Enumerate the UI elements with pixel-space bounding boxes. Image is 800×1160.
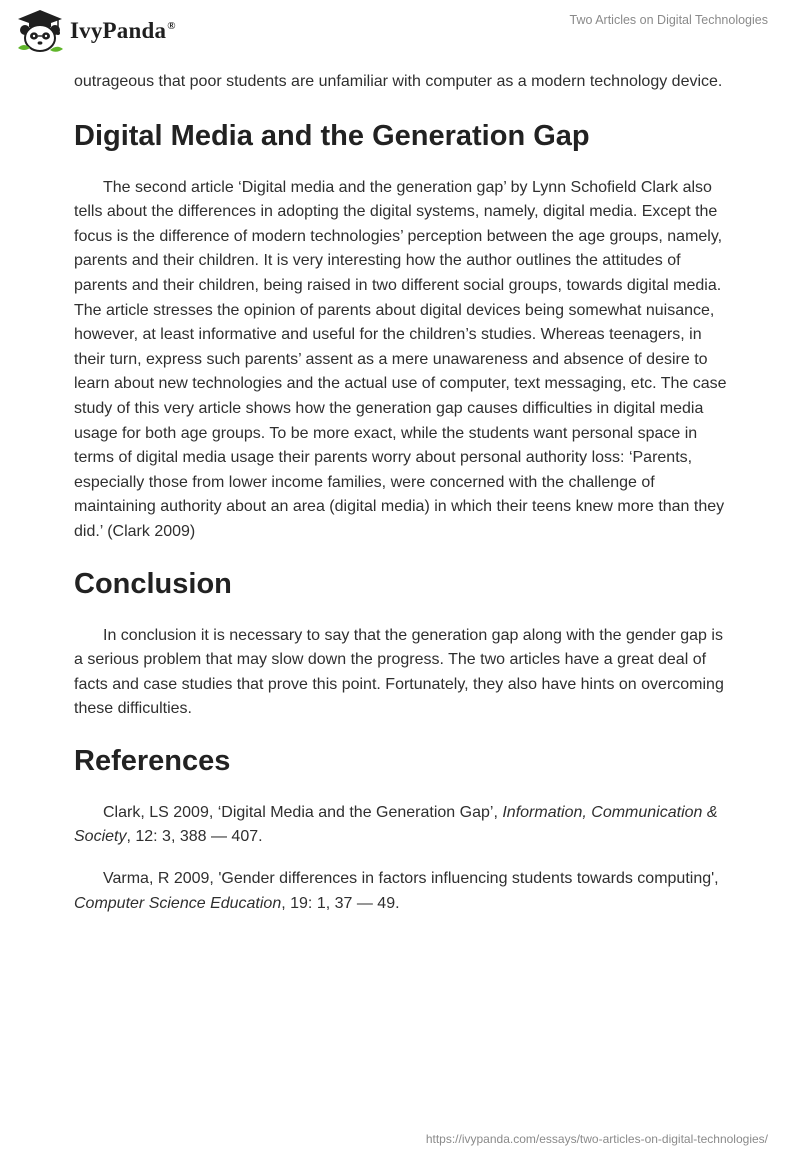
essay-body [74, 70, 734, 933]
section-heading-conclusion: Conclusion [74, 567, 232, 600]
reference-journal: Computer Science Education [74, 894, 282, 912]
reference-item-clark: Clark, LS 2009, ‘Digital Media and the Generation Gap’, Information, Communication & Society, 12: 3, 388 — 407. [74, 803, 718, 846]
ivypanda-logo[interactable] [14, 8, 176, 54]
page-header [0, 0, 800, 64]
conclusion-paragraph: In conclusion it is necessary to say that the generation gap along with the gender gap is a serious problem that may slow down the progress. The two articles have a great deal of facts and case studies that prove this point. Fortunately, they also have hints on overcoming these difficulties. [74, 626, 724, 718]
document-title: Two Articles on Digital Technologies [569, 13, 768, 27]
digital-media-paragraph: The second article ‘Digital media and the generation gap’ by Lynn Schofield Clark also tells about the differences in adopting the digital systems, namely, digital media. Except the focus is the difference of modern technologies’ perception between the age groups, namely, parents and their children. It is very interesting how the author outlines the attitudes of parents and their children, being raised in two different social groups, towards digital media. The article stresses the opinion of parents about digital devices being somewhat nuisance, however, at least informative and useful for the children’s studies. Whereas teenagers, in their turn, express such parents’ assent as a mere unawareness and absence of desire to learn about new technologies and the actual use of computer, text messaging, etc. The case study of this very article shows how the generation gap causes difficulties in digital media usage for both age groups. To be more exact, while the students want personal space in terms of digital media usage their parents worry about personal authority loss: ‘Parents, especially those from lower income families, were concerned with the challenge of maintaining authority about an area (digital media) in which their teens knew more than they did.’ (Clark 2009) [74, 178, 727, 540]
intro-paragraph-tail: outrageous that poor students are unfamiliar with computer as a modern technology device. [74, 73, 723, 90]
section-heading-references: References [74, 744, 231, 777]
logo-wordmark: IvyPanda® [70, 18, 176, 43]
reference-item-varma: Varma, R 2009, 'Gender differences in factors influencing students towards computing', Computer Science Education, 19: 1, 37 — 49. [74, 870, 719, 912]
section-heading-digital-media: Digital Media and the Generation Gap [74, 119, 590, 152]
reference-journal: Information, Communication & Society [74, 803, 718, 846]
panda-graduate-icon [14, 8, 66, 54]
source-url[interactable]: https://ivypanda.com/essays/two-articles-on-digital-technologies/ [425, 1132, 768, 1146]
